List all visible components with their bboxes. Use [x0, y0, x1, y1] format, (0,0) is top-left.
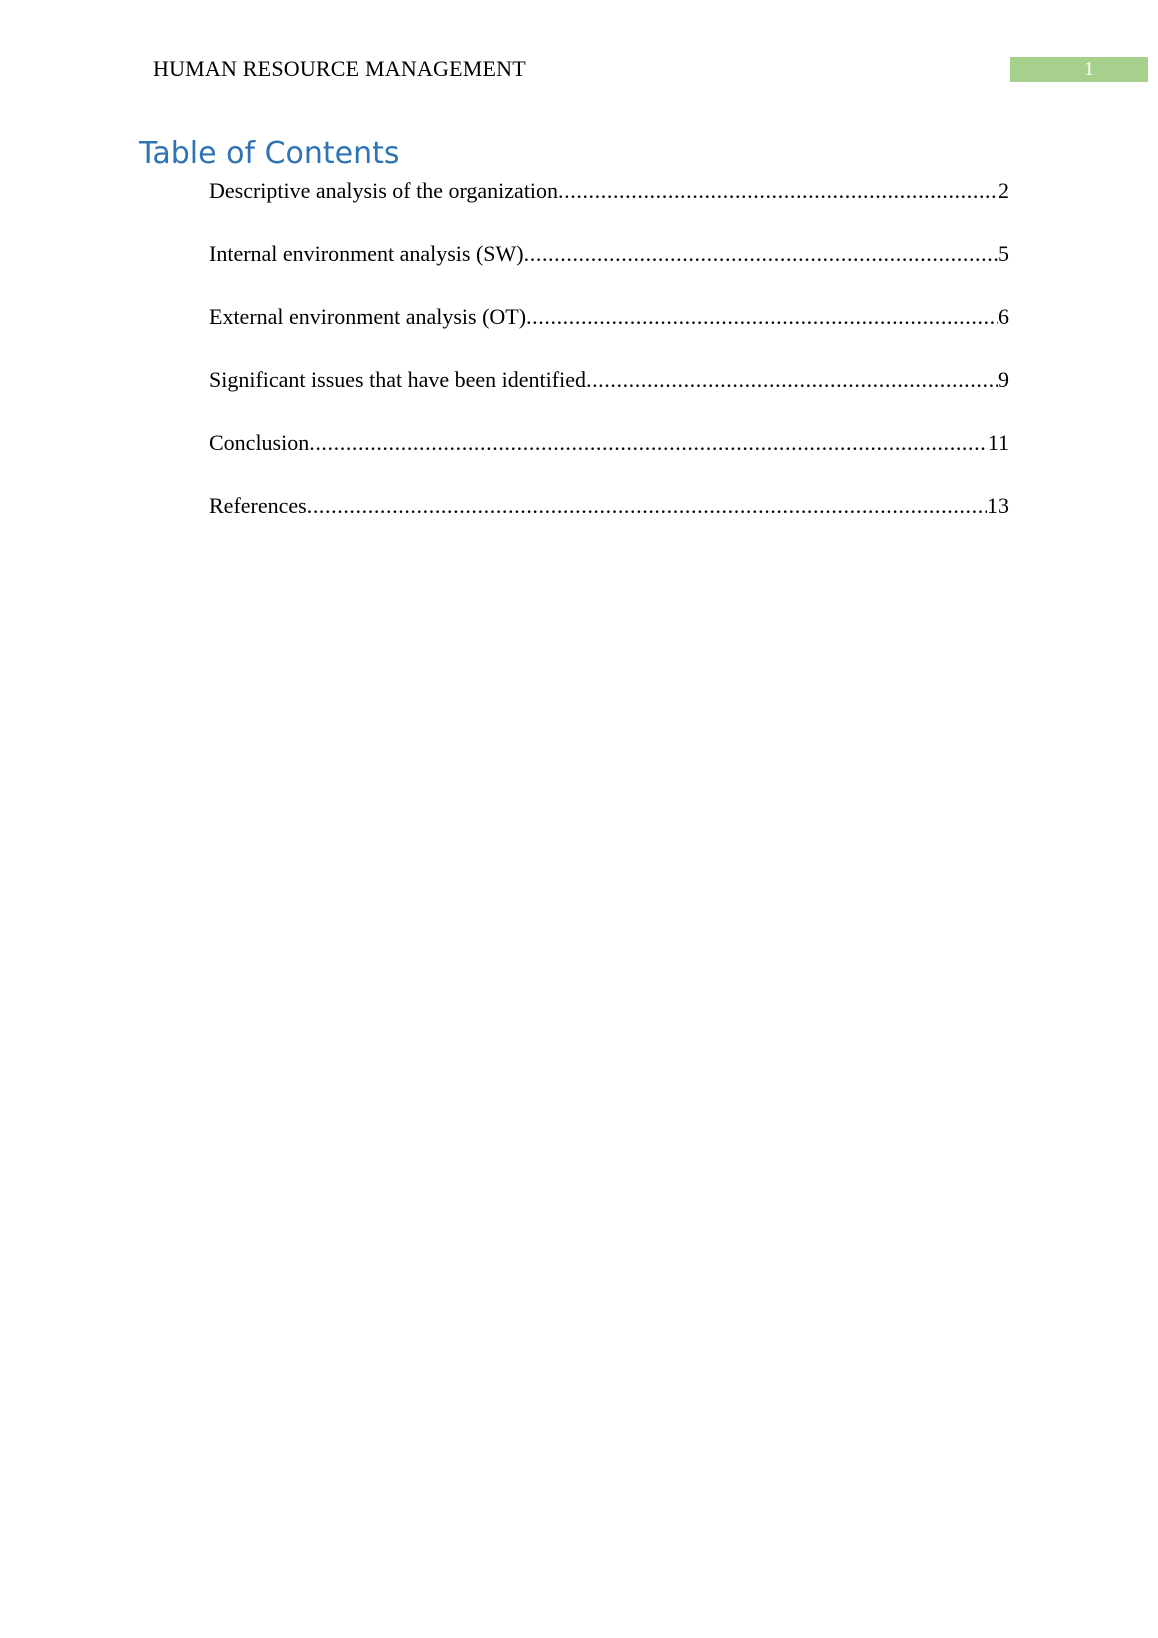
- toc-list: [209, 178, 1009, 556]
- toc-dot-leader: [307, 493, 987, 519]
- toc-entry[interactable]: [209, 178, 1009, 241]
- toc-entry[interactable]: [209, 241, 1009, 304]
- toc-dot-leader: [586, 367, 998, 393]
- toc-entry-page: 11: [987, 430, 1009, 455]
- toc-entry-label: External environment analysis (OT): [209, 304, 527, 329]
- toc-entry-page: 2: [998, 178, 1009, 203]
- toc-entry-page: 5: [998, 241, 1009, 266]
- toc-dot-leader: [558, 178, 998, 204]
- toc-entry[interactable]: [209, 367, 1009, 430]
- toc-entry-label: Internal environment analysis (SW): [209, 241, 524, 266]
- toc-entry-page: 13: [987, 493, 1009, 518]
- toc-entry-page: 6: [998, 304, 1009, 329]
- toc-dot-leader: [309, 430, 988, 456]
- running-header-title: HUMAN RESOURCE MANAGEMENT: [153, 56, 526, 81]
- toc-entry-label: References: [209, 493, 307, 518]
- toc-entry-label: Descriptive analysis of the organization: [209, 178, 559, 203]
- toc-dot-leader: [526, 304, 998, 330]
- toc-entry-page: 9: [998, 367, 1009, 392]
- toc-entry[interactable]: [209, 493, 1009, 556]
- toc-entry-label: Conclusion: [209, 430, 310, 455]
- toc-entry[interactable]: [209, 304, 1009, 367]
- toc-entry[interactable]: [209, 430, 1009, 493]
- toc-heading: Table of Contents: [139, 136, 400, 171]
- toc-dot-leader: [524, 241, 998, 267]
- page-number: 1: [1010, 57, 1148, 82]
- toc-entry-label: Significant issues that have been identified: [209, 367, 586, 392]
